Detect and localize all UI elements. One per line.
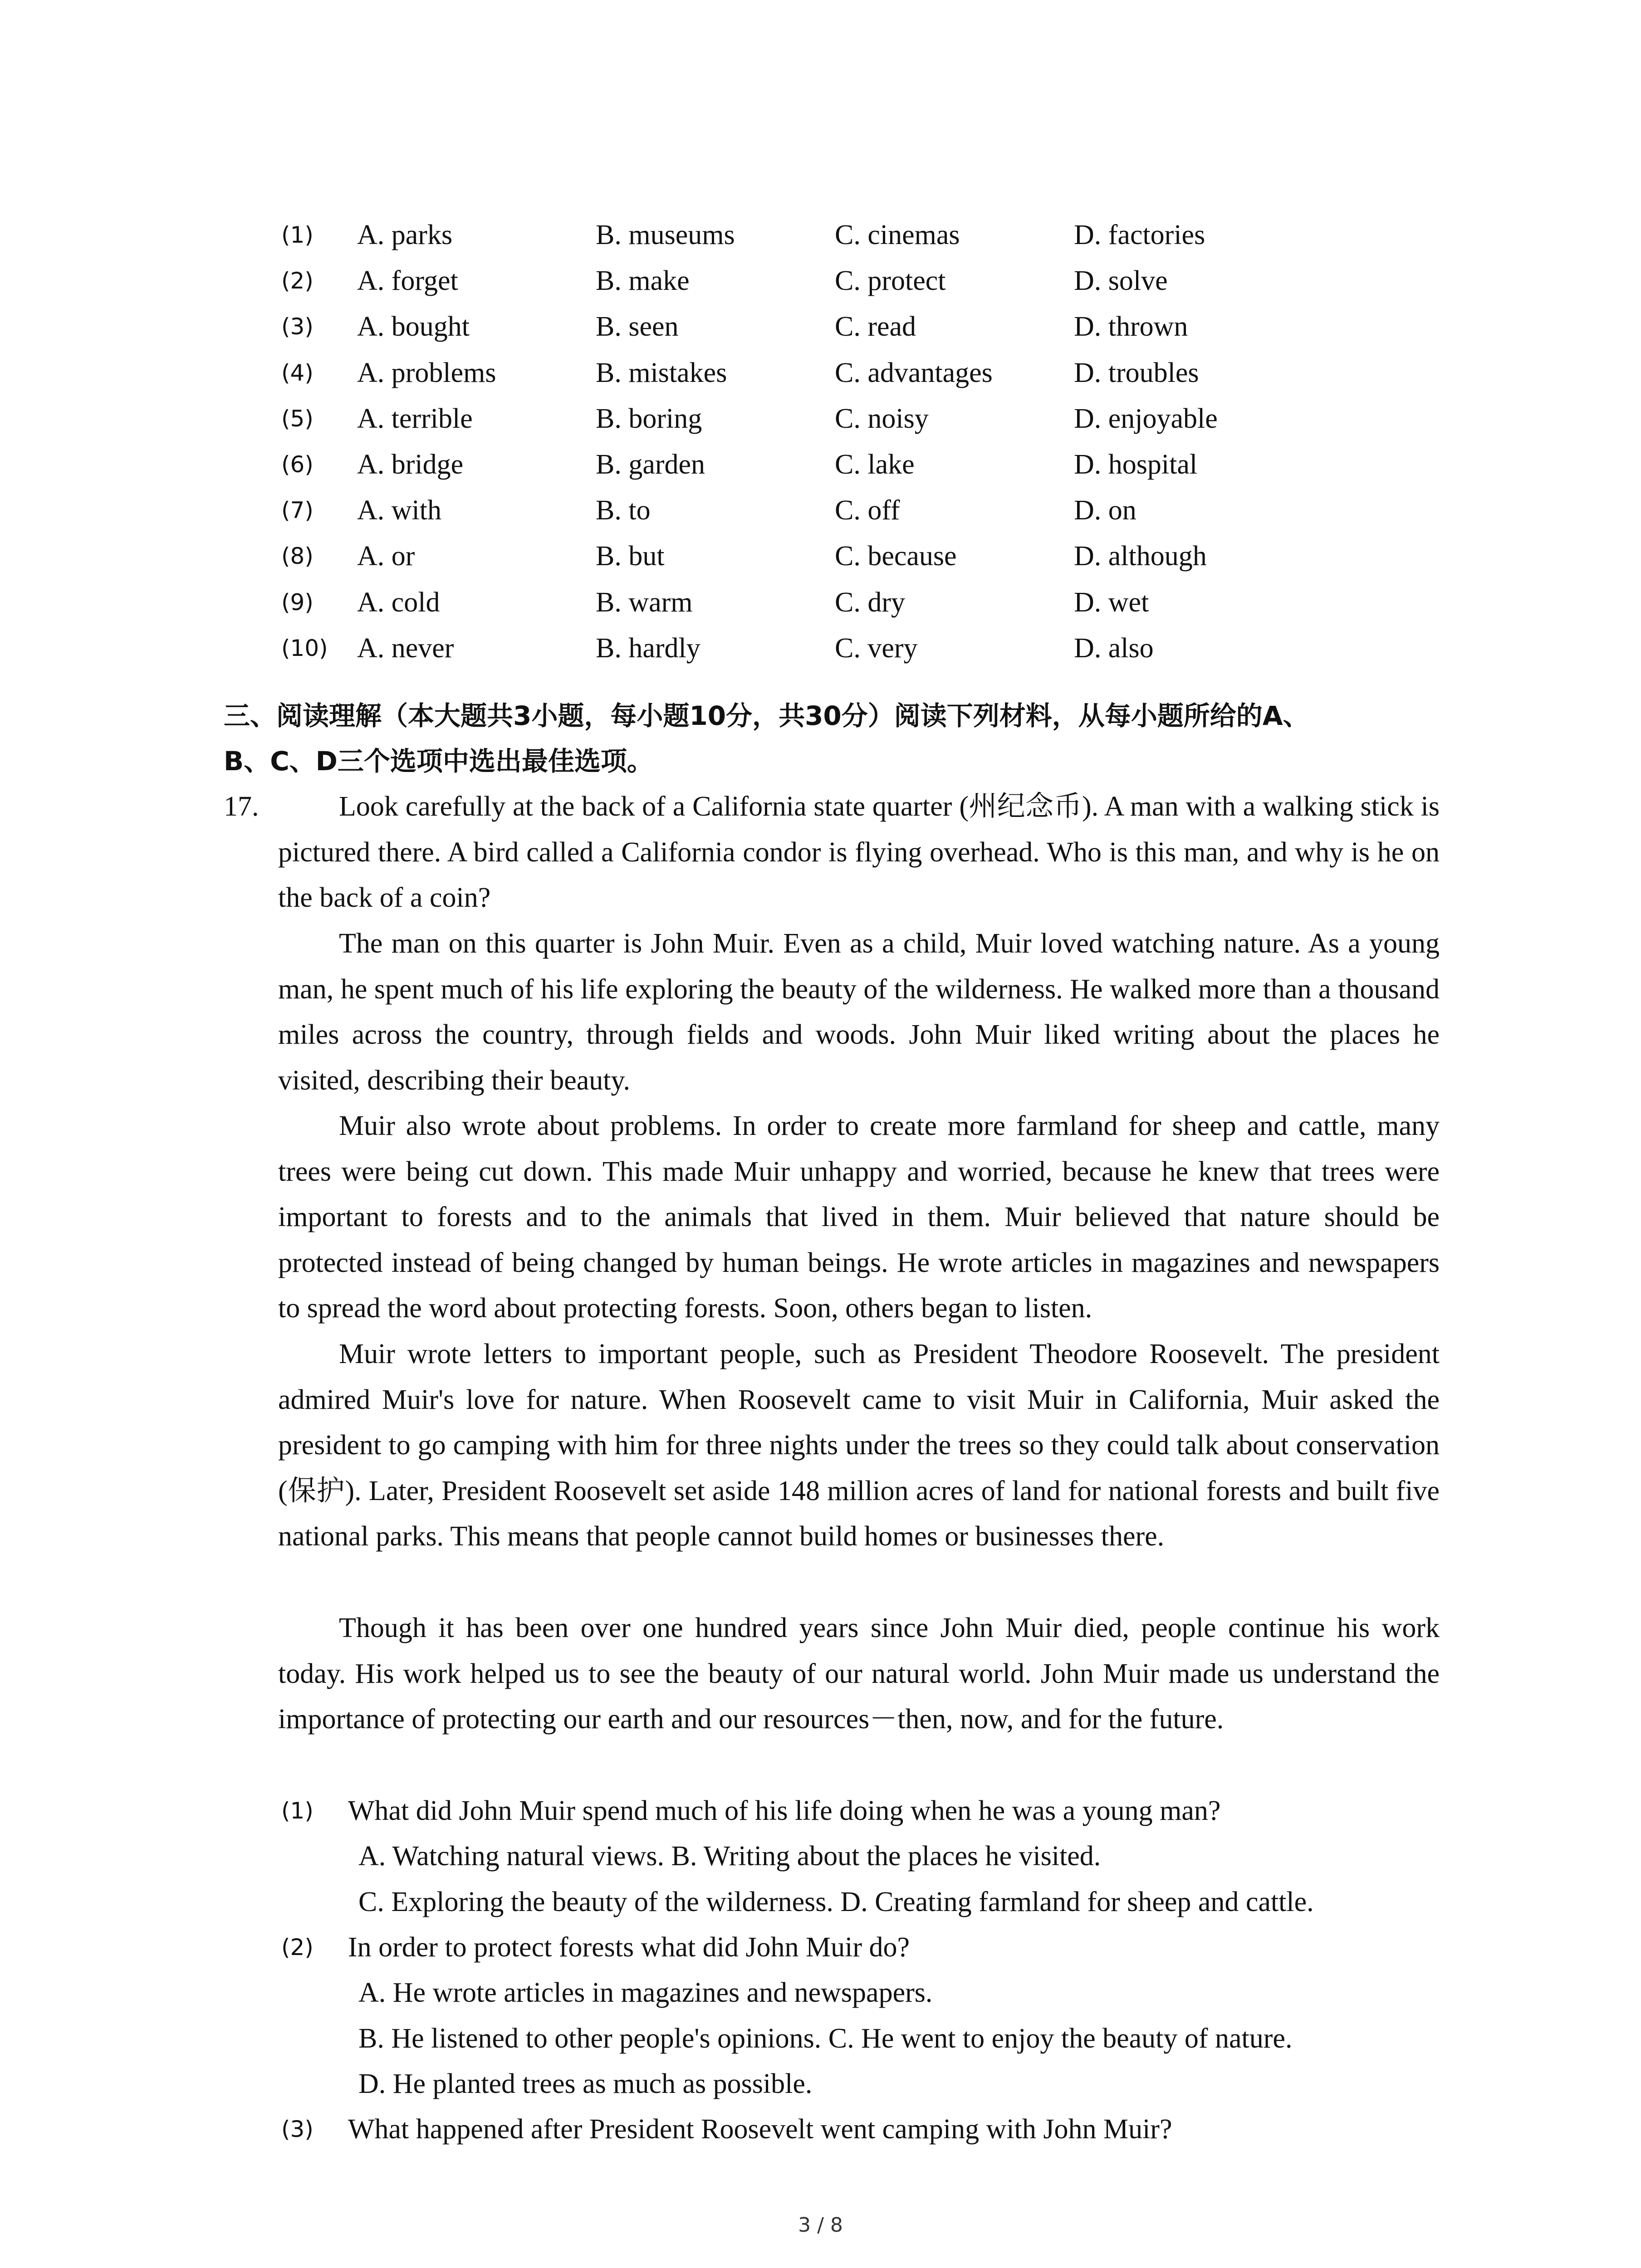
- sub-question: [0, 1788, 1641, 1833]
- option-d: D. solve: [1074, 265, 1168, 296]
- answer-choices: C. Exploring the beauty of the wilderness. D. Creating farmland for sheep and cattle.: [358, 1887, 1314, 1917]
- option-c: C. lake: [835, 449, 915, 480]
- option-d: D. although: [1074, 541, 1207, 572]
- answer-choices: A. He wrote articles in magazines and newspapers.: [358, 1977, 933, 2008]
- answer-choices: B. He listened to other people's opinions. C. He went to enjoy the beauty of nature.: [358, 2023, 1293, 2054]
- passage-paragraph: Muir also wrote about problems. In order to create more farmland for sheep and cattle, many trees were being cut down. This made Muir unhappy and worried, because he knew that trees were important to forests and to the animals that lived in them. Muir believed that nature should be protected instead of being changed by human beings. He wrote articles in magazines and newspapers to spread the word about protecting forests. Soon, others began to listen.: [278, 1110, 1440, 1324]
- sub-question-number: (3): [281, 2116, 314, 2142]
- option-b: B. boring: [596, 403, 702, 434]
- option-row: [0, 396, 1641, 441]
- option-number: (1): [281, 222, 314, 248]
- option-row: [0, 442, 1641, 487]
- question-number: 17.: [224, 791, 259, 822]
- option-number: (8): [281, 543, 314, 569]
- option-a: A. parks: [357, 220, 453, 250]
- option-b: B. hardly: [596, 633, 700, 664]
- option-b: B. garden: [596, 449, 705, 480]
- option-d: D. also: [1074, 633, 1154, 664]
- option-b: B. mistakes: [596, 357, 727, 388]
- sub-question-text: What did John Muir spend much of his life doing when he was a young man?: [348, 1795, 1221, 1826]
- option-number: (10): [281, 635, 328, 661]
- option-a: A. bought: [357, 311, 470, 342]
- option-a: A. with: [357, 495, 441, 526]
- passage-paragraph: Look carefully at the back of a California state quarter (州纪念币). A man with a walking stick is pictured there. A bird called a California condor is flying overhead. Who is this man, and why is he on the back of a coin?: [278, 791, 1440, 913]
- option-a: A. forget: [357, 265, 458, 296]
- option-c: C. dry: [835, 587, 905, 618]
- option-c: C. off: [835, 495, 900, 526]
- sub-question-number: (2): [281, 1934, 314, 1960]
- option-c: C. very: [835, 633, 918, 664]
- option-number: (7): [281, 497, 314, 523]
- option-row: [0, 258, 1641, 303]
- option-row: [0, 488, 1641, 533]
- option-b: B. warm: [596, 587, 693, 618]
- option-a: A. bridge: [357, 449, 464, 480]
- answer-choices: D. He planted trees as much as possible.: [358, 2068, 813, 2099]
- passage-paragraph: The man on this quarter is John Muir. Even as a child, Muir loved watching nature. As a young man, he spent much of his life exploring the beauty of the wilderness. He walked more than a thousand miles across the country, through fields and woods. John Muir liked writing about the places he visited, describing their beauty.: [278, 928, 1440, 1096]
- passage-paragraph: Though it has been over one hundred years since John Muir died, people continue his work today. His work helped us to see the beauty of our natural world. John Muir made us understand the importance of protecting our earth and our resources－then, now, and for the future.: [278, 1613, 1440, 1735]
- option-b: B. make: [596, 265, 690, 296]
- section-heading: 三、阅读理解（本大题共3小题，每小题10分，共30分）阅读下列材料，从每小题所给的A、: [224, 700, 1309, 731]
- sub-question: [0, 1925, 1641, 1970]
- option-number: (9): [281, 589, 314, 616]
- option-c: C. read: [835, 311, 916, 342]
- option-c: C. because: [835, 541, 957, 572]
- option-number: (4): [281, 360, 314, 386]
- option-c: C. advantages: [835, 357, 993, 388]
- sub-question: [0, 2107, 1641, 2152]
- passage-paragraph: Muir wrote letters to important people, such as President Theodore Roosevelt. The president admired Muir's love for nature. When Roosevelt came to visit Muir in California, Muir asked the president to go camping with him for three nights under the trees so they could talk about conservation (保护). Later, President Roosevelt set aside 148 million acres of land for national forests and built five national parks. This means that people cannot build homes or businesses there.: [278, 1339, 1440, 1552]
- option-number: (2): [281, 268, 314, 294]
- option-b: B. to: [596, 495, 651, 526]
- option-row: [0, 304, 1641, 349]
- option-a: A. or: [357, 541, 415, 572]
- option-a: A. cold: [357, 587, 440, 618]
- option-row: [0, 580, 1641, 625]
- option-b: B. museums: [596, 220, 735, 250]
- option-number: (5): [281, 406, 314, 432]
- sub-question-text: What happened after President Roosevelt went camping with John Muir?: [348, 2114, 1172, 2145]
- answer-choices: A. Watching natural views. B. Writing about the places he visited.: [358, 1841, 1101, 1872]
- option-row: [0, 212, 1641, 258]
- section-heading-cont: B、C、D三个选项中选出最佳选项。: [224, 746, 653, 777]
- page-number: 3 / 8: [798, 2214, 843, 2237]
- option-d: D. on: [1074, 495, 1136, 526]
- option-b: B. seen: [596, 311, 679, 342]
- option-d: D. wet: [1074, 587, 1149, 618]
- option-c: C. cinemas: [835, 220, 960, 250]
- option-c: C. noisy: [835, 403, 929, 434]
- option-number: (6): [281, 451, 314, 478]
- option-number: (3): [281, 313, 314, 340]
- option-d: D. enjoyable: [1074, 403, 1218, 434]
- sub-question-number: (1): [281, 1798, 314, 1824]
- option-a: A. terrible: [357, 403, 473, 434]
- option-d: D. troubles: [1074, 357, 1199, 388]
- option-d: D. thrown: [1074, 311, 1188, 342]
- option-d: D. hospital: [1074, 449, 1198, 480]
- option-row: [0, 350, 1641, 396]
- option-row: [0, 533, 1641, 579]
- option-a: A. problems: [357, 357, 496, 388]
- option-d: D. factories: [1074, 220, 1205, 250]
- option-a: A. never: [357, 633, 454, 664]
- option-row: [0, 626, 1641, 671]
- sub-question-text: In order to protect forests what did John Muir do?: [348, 1932, 910, 1963]
- option-c: C. protect: [835, 265, 946, 296]
- option-b: B. but: [596, 541, 665, 572]
